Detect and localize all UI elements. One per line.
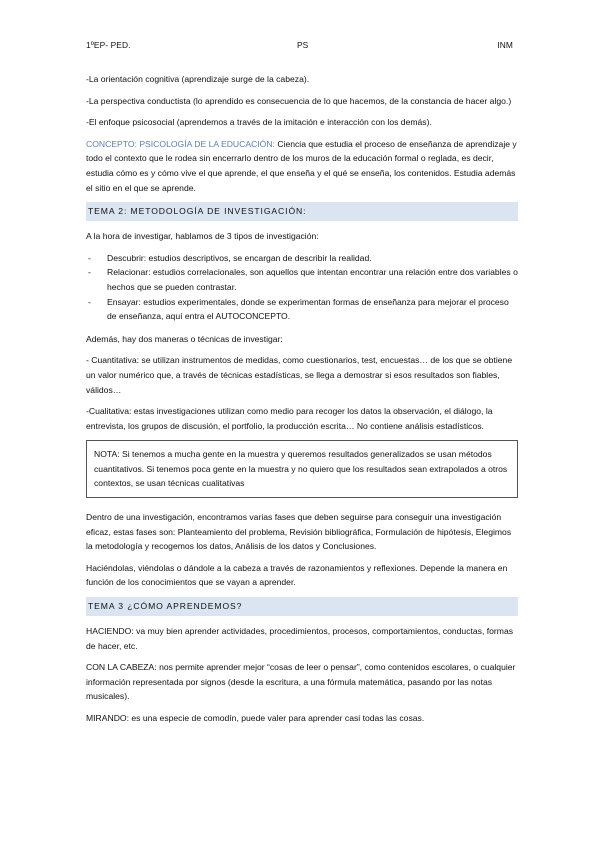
bullet-dash: - [88, 267, 91, 278]
paragraph-cualitativa: -Cualitativa: estas investigaciones utilizan como medio para recoger los datos la observación, el diálogo, la entrevista, los grupos de discusión, el portfolio, la producción escrita… No contiene análisis estadísticos. [86, 406, 493, 431]
concept-label: CONCEPTO: PSICOLOGÍA DE LA EDUCACIÓN: [86, 138, 275, 149]
list-item [86, 251, 518, 266]
list-item [86, 295, 518, 324]
research-types-list [86, 251, 518, 324]
note-box [86, 440, 518, 498]
bullet-dash: - [88, 296, 91, 307]
header-course: 1ºEP- PED. [86, 40, 131, 50]
list-item [86, 265, 518, 294]
section-heading-tema2: TEMA 2: METODOLOGÍA DE INVESTIGACIÓN: [86, 202, 518, 221]
paragraph-mirando: MIRANDO: es una especie de comodín, puede valer para aprender casi todas las cosas. [86, 713, 425, 723]
paragraph-maneras: Además, hay dos maneras o técnicas de investigar: [86, 333, 283, 344]
list-item-text: Ensayar: estudios experimentales, donde se experimentan formas de enseñanza para mejorar el proceso de enseñanza, aquí entra el AUTOCONCEPTO. [107, 296, 509, 322]
paragraph-con-la-cabeza: CON LA CABEZA: nos permite aprender mejor “cosas de leer o pensar”, como contenidos escolares, o cualquier información representada por signos (desde la escritura, a una fórmula matemática, pasando por las notas musicales). [86, 662, 516, 702]
list-item-text: Relacionar: estudios correlacionales, son aquellos que intentan encontrar una relación entre dos variables o hechos que se pueden contrastar. [107, 267, 518, 292]
note-text: NOTA: Si tenemos a mucha gente en la muestra y queremos resultados generalizados se usan métodos cuantitativos. Si tenemos poca gente en la muestra y no quiero que los resultados sean extrapolados a otros contextos, se usan técnicas cualitativas [94, 449, 508, 489]
paragraph-cuantitativa: - Cuantitativa: se utilizan instrumentos de medidas, como cuestionarios, test, encuestas… de los que se obtiene un valor numérico que, a través de técnicas estadísticas, se llega a demostrar si esos resultados son fiables, válidos… [86, 355, 513, 395]
paragraph-haciendolas: Haciéndolas, viéndolas o dándole a la cabeza a través de razonamientos y reflexiones. Depende la manera en función de los conocimientos que se vayan a aprender. [86, 562, 508, 588]
paragraph-psicosocial: -El enfoque psicosocial (aprendemos a través de la imitación e interacción con los demás). [86, 117, 432, 128]
paragraph-concepto [86, 137, 518, 195]
paragraph-conductista: -La perspectiva conductista (lo aprendido es consecuencia de lo que hacemos, de la constancia de hacer algo.) [86, 95, 512, 106]
paragraph-tipos-investigacion: A la hora de investigar, hablamos de 3 tipos de investigación: [86, 231, 319, 242]
concept-text: Ciencia que estudia el proceso de enseñanza de aprendizaje y todo el contexto que le rodea sin encerrarlo dentro de los muros de la educación formal o reglada, es decir, estudia cómo es y cómo vive el que aprende, el que enseña y el qué se enseña, los contenidos. Estudia además el sitio en el que se aprende. [86, 138, 517, 193]
section-heading-tema3: TEMA 3 ¿CÓMO APRENDEMOS? [86, 597, 518, 616]
header-author: INM [497, 40, 513, 50]
paragraph-haciendo: HACIENDO: va muy bien aprender actividades, procedimientos, procesos, comportamientos, conductas, formas de hacer, etc. [86, 626, 514, 651]
bullet-dash: - [88, 252, 91, 263]
list-item-text: Descubrir: estudios descriptivos, se encargan de describir la realidad. [107, 252, 372, 263]
document-body [86, 72, 518, 733]
paragraph-fases: Dentro de una investigación, encontramos varias fases que deben seguirse para conseguir una investigación eficaz, estas fases son: Planteamiento del problema, Revisión bibliográfica, Formulación de hipótesis, Elegimos la metodología y recogemos los datos, Análisis de los datos y Conclusiones. [86, 512, 512, 552]
header-subject: PS [297, 40, 309, 50]
page-header [86, 38, 513, 52]
paragraph-cognitiva: -La orientación cognitiva (aprendizaje surge de la cabeza). [86, 74, 310, 84]
